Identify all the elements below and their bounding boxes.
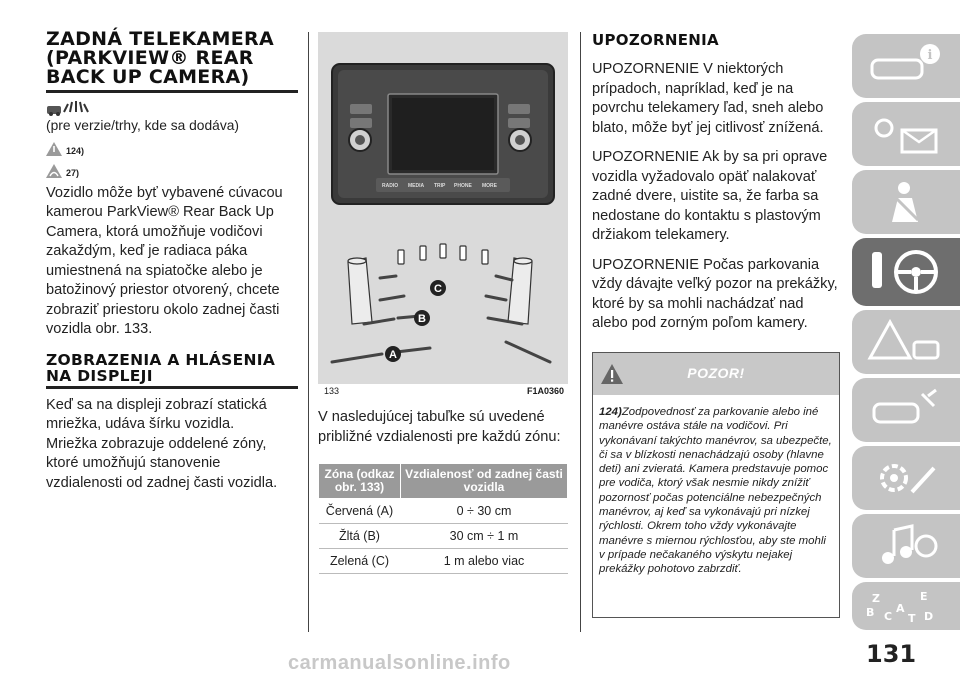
figure-code: F1A0360: [526, 386, 564, 396]
zone-label-b: B: [418, 313, 426, 325]
figure-caption: [318, 384, 568, 398]
tab-driving[interactable]: [852, 238, 960, 306]
zone-label-c: C: [434, 283, 442, 295]
table-header-distance: Vzdialenosť od zadnej časti vozidla: [401, 464, 568, 499]
tab-maintenance[interactable]: [852, 378, 960, 442]
tab-lights-warnings[interactable]: [852, 102, 960, 166]
warning-icon: [46, 142, 62, 156]
warning-paragraph-2: UPOZORNENIE Ak by sa pri oprave vozidla vyžadovalo opäť nalakovať zadné dvere, uistite sa, že farba sa nedostane do kontaktu s plastovým držiakom telekamery.: [592, 149, 828, 243]
tab-technical-data[interactable]: [852, 446, 960, 510]
caution-header: [593, 353, 839, 395]
tab-index[interactable]: [852, 582, 960, 630]
warning-paragraph-1: UPOZORNENIE V niektorých prípadoch, napríklad, keď je na povrchu telekamery ľad, sneh alebo blato, môže byť jej citlivosť znížená.: [592, 61, 824, 136]
environment-note-ref: 27): [46, 164, 298, 178]
tab-emergency[interactable]: [852, 310, 960, 374]
section-title: ZADNÁ TELEKAMERA (PARKVIEW® REAR BACK UP CAMERA): [46, 28, 274, 88]
radio-button-label-trip: TRIP: [434, 183, 446, 189]
page-number: 131: [866, 640, 917, 668]
subheading-underline: [46, 386, 298, 389]
svg-text:Z: Z: [872, 592, 880, 605]
light-envelope-icon: [864, 110, 944, 158]
table-header-row: [319, 464, 568, 499]
caution-text: 124)Zodpovednosť za parkovanie alebo iné manévre ostáva stále na vodičovi. Pri vykonávaní takýchto manévrov, sa ubezpečte, či sa v blízkosti nenachádzajú osoby (hlavne deti) ani zvieratá. Kamera predstavuje pomoc pre vodiča, ktorý však nesmie nikdy znížiť pozornosť počas potenciálne nebezpečných manévrov, aj keď sa vykonávajú pri nízkej rýchlosti. Okrem toho vždy vykonávajte manévre s miernou rýchlosťou, aby ste mohli v prípade nečakaného výskytu nejakej prekážky pohotovo zabrzdiť.: [599, 406, 832, 576]
svg-text:T: T: [908, 612, 916, 625]
zone-label-a: A: [389, 349, 397, 361]
figure-number: 133: [324, 386, 340, 396]
svg-text:A: A: [896, 602, 905, 615]
caution-box: [592, 352, 840, 618]
column-divider-1: [308, 32, 309, 632]
alphabet-index-icon: [864, 590, 944, 626]
music-note-icon: [864, 522, 944, 570]
watermark-text: carmanualsonline.info: [288, 652, 511, 674]
warnings-title: UPOZORNENIA: [592, 31, 719, 49]
radio-button-label-phone: PHONE: [454, 183, 472, 189]
svg-text:B: B: [866, 606, 875, 619]
caution-number: 124): [599, 406, 622, 418]
tab-multimedia[interactable]: [852, 514, 960, 578]
tab-safety[interactable]: [852, 170, 960, 234]
distance-table: [318, 463, 568, 574]
radio-button-label-radio: RADIO: [382, 183, 399, 189]
grid-paragraph-1: Keď sa na displeji zobrazí statická mriežka, udáva šírku vozidla.: [46, 396, 267, 432]
column-2: [318, 408, 568, 574]
radio-display-illustration: [318, 32, 568, 384]
radio-button-label-media: MEDIA: [408, 183, 425, 189]
table-row: Zelená (C) 1 m alebo viac: [319, 549, 568, 574]
gear-wrench-icon: [864, 454, 944, 502]
car-service-icon: [864, 386, 944, 434]
car-info-icon: [864, 42, 944, 90]
seatbelt-icon: [864, 178, 944, 226]
steering-wheel-icon: [864, 246, 944, 298]
svg-text:D: D: [924, 610, 934, 623]
table-intro: V nasledujúcej tabuľke sú uvedené približné vzdialenosti pre každú zónu:: [318, 409, 561, 445]
column-3: [592, 30, 840, 334]
column-1: [46, 30, 298, 493]
grid-paragraph-2: Mriežka zobrazuje oddelené zóny, ktoré umožňujú stanovenie vzdialenosti od zadnej časti vozidla.: [46, 435, 278, 491]
camera-display-figure: [318, 32, 568, 398]
intro-paragraph: Vozidlo môže byť vybavené cúvacou kamerou ParkView® Rear Back Up Camera, ktorá umožňuje vodičovi zakaždým, keď je radiaca páka umiestnená na spiatočke alebo je batožinový priestor otvorený, chcete zobraziť priestoru okolo zadnej časti vozidla obr. 133.: [46, 184, 283, 337]
title-underline: [46, 90, 298, 93]
table-row: Žltá (B) 30 cm ÷ 1 m: [319, 524, 568, 549]
environment-icon: [46, 164, 62, 178]
warning-triangle-icon: [864, 318, 944, 366]
svg-text:E: E: [920, 590, 928, 603]
svg-text:C: C: [884, 610, 893, 623]
tab-dashboard[interactable]: [852, 34, 960, 98]
warning-paragraph-3: UPOZORNENIE Počas parkovania vždy dávajte veľký pozor na prekážky, ktoré by sa mohli nachádzať nad alebo pod zorným poľom kamery.: [592, 256, 838, 331]
caution-title: POZOR!: [687, 365, 745, 381]
version-note: (pre verzie/trhy, kde sa dodáva): [46, 118, 239, 133]
camera-icon: [46, 100, 298, 116]
column-divider-2: [580, 32, 581, 632]
svg-text:i: i: [927, 48, 933, 63]
radio-button-label-more: MORE: [482, 183, 497, 189]
table-header-zone: Zóna (odkaz obr. 133): [319, 464, 401, 499]
table-row: Červená (A) 0 ÷ 30 cm: [319, 499, 568, 524]
subheading: ZOBRAZENIA A HLÁSENIA NA DISPLEJI: [46, 350, 276, 385]
warning-note-ref: 124): [46, 142, 298, 156]
